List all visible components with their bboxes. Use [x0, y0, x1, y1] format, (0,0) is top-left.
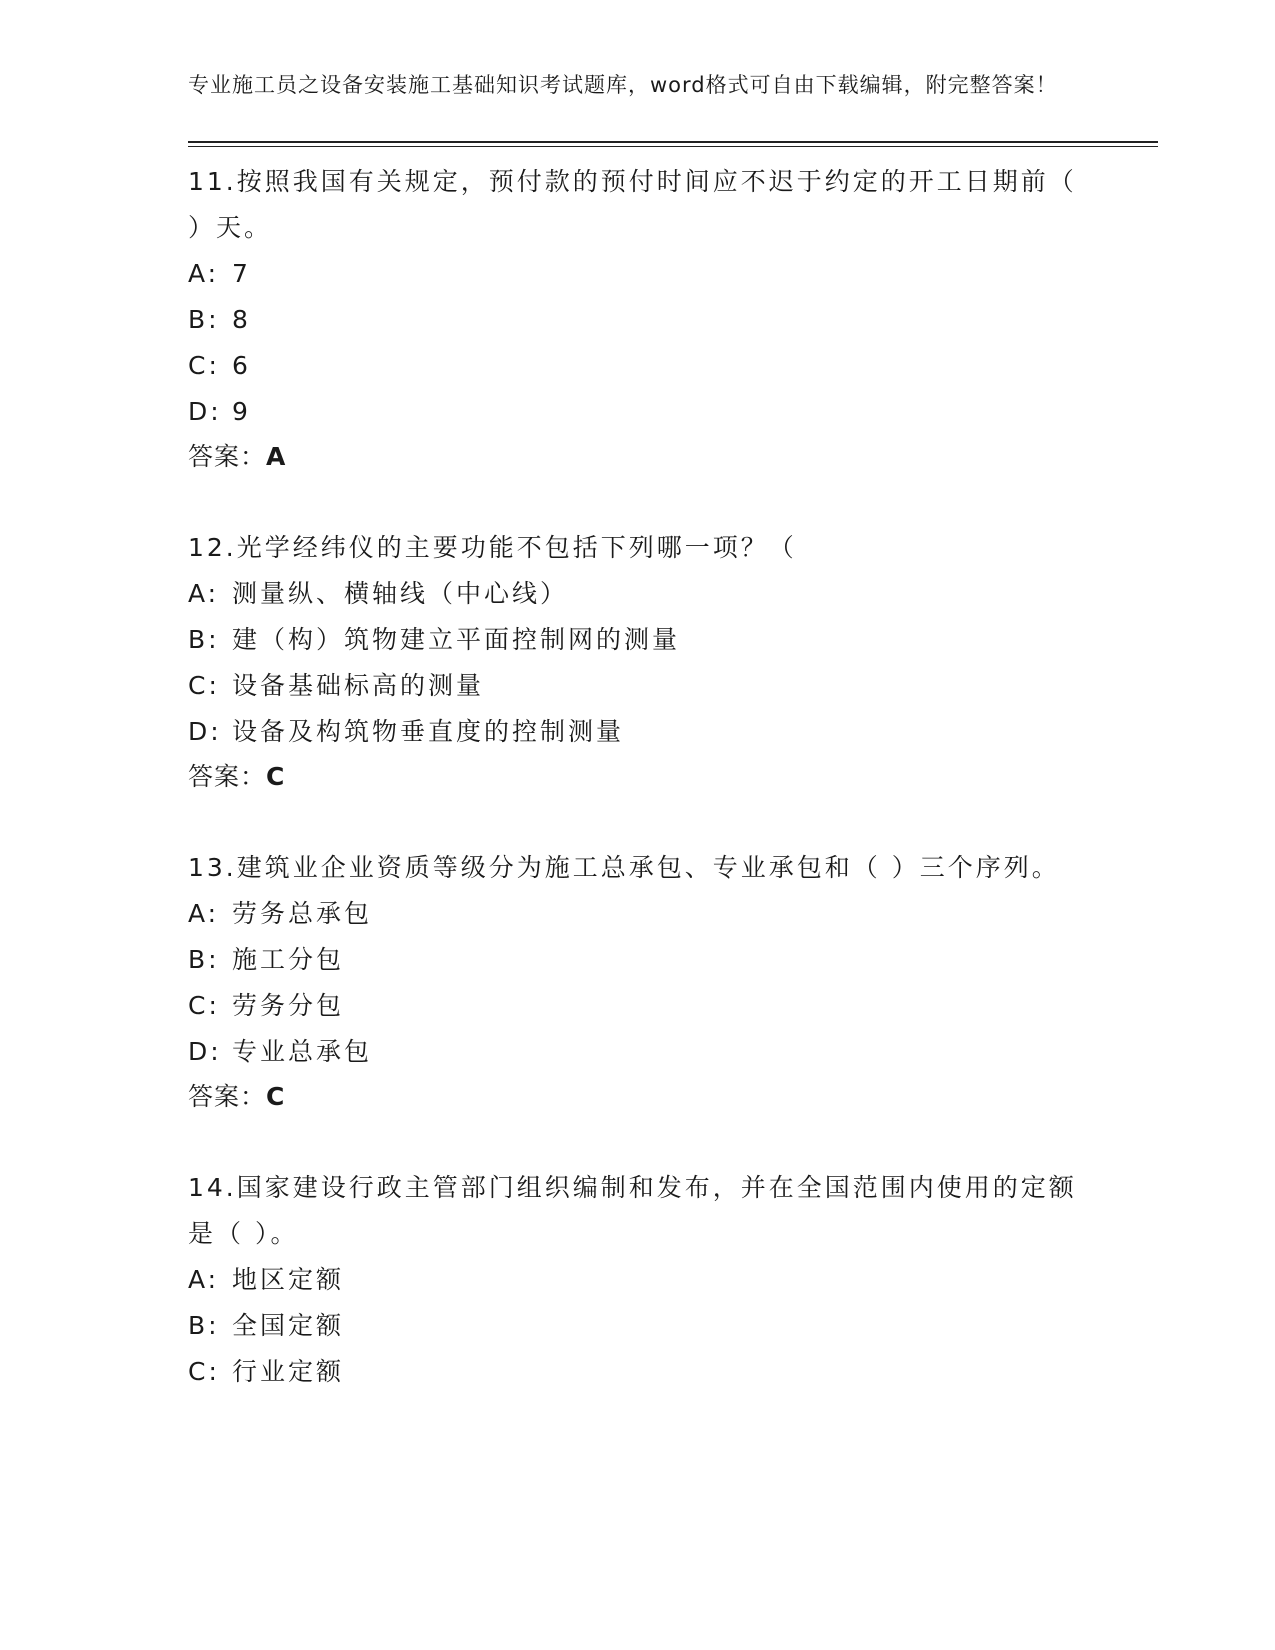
option-letter: A: [188, 1265, 220, 1294]
answer-option [188, 251, 1158, 297]
answer-line [188, 1075, 1158, 1119]
answer-option [188, 343, 1158, 389]
option-letter: B: [188, 1311, 220, 1340]
option-text: 专业总承包 [232, 1037, 373, 1066]
question-stem: 13.建筑业企业资质等级分为施工总承包、专业承包和（ ）三个序列。 [188, 853, 1060, 882]
answer-value: C [266, 1082, 286, 1111]
option-letter: B: [188, 305, 220, 334]
option-text: 7 [232, 259, 251, 288]
question-stem: 12.光学经纬仪的主要功能不包括下列哪一项？（ [188, 533, 797, 562]
question-stem: 14.国家建设行政主管部门组织编制和发布，并在全国范围内使用的定额是（ ）。 [188, 1173, 1077, 1248]
answer-option [188, 709, 1158, 755]
answer-value: A [266, 442, 287, 471]
answer-option [188, 1349, 1158, 1395]
option-text: 8 [232, 305, 251, 334]
option-text: 设备基础标高的测量 [232, 671, 485, 700]
option-letter: A: [188, 899, 220, 928]
answer-option [188, 297, 1158, 343]
option-letter: A: [188, 579, 220, 608]
option-text: 行业定额 [232, 1357, 345, 1386]
answer-option [188, 571, 1158, 617]
answer-value: C [266, 762, 286, 791]
option-letter: C: [188, 671, 220, 700]
answer-option [188, 1029, 1158, 1075]
option-letter: D: [188, 1037, 222, 1066]
answer-option [188, 1303, 1158, 1349]
question-stem: 11.按照我国有关规定，预付款的预付时间应不迟于约定的开工日期前（ ）天。 [188, 167, 1077, 242]
option-text: 测量纵、横轴线（中心线） [232, 579, 569, 608]
option-letter: D: [188, 397, 222, 426]
answer-option [188, 663, 1158, 709]
option-letter: A: [188, 259, 220, 288]
option-text: 9 [232, 397, 251, 426]
question-block [188, 525, 1158, 799]
answer-option [188, 389, 1158, 435]
question-block [188, 1165, 1158, 1395]
option-text: 劳务总承包 [232, 899, 373, 928]
option-text: 地区定额 [232, 1265, 345, 1294]
answer-label: 答案： [188, 762, 267, 791]
option-text: 建（构）筑物建立平面控制网的测量 [232, 625, 681, 654]
document-page [188, 70, 1158, 1395]
option-letter: B: [188, 945, 220, 974]
answer-option [188, 1257, 1158, 1303]
option-letter: C: [188, 991, 220, 1020]
question-block [188, 845, 1158, 1119]
answer-option [188, 983, 1158, 1029]
option-letter: C: [188, 351, 220, 380]
option-text: 劳务分包 [232, 991, 345, 1020]
answer-line [188, 755, 1158, 799]
option-letter: B: [188, 625, 220, 654]
option-text: 施工分包 [232, 945, 345, 974]
option-text: 6 [232, 351, 251, 380]
answer-option [188, 617, 1158, 663]
question-list [188, 159, 1158, 1395]
answer-option [188, 937, 1158, 983]
question-block [188, 159, 1158, 479]
answer-label: 答案： [188, 1082, 267, 1111]
answer-line [188, 435, 1158, 479]
answer-label: 答案： [188, 442, 267, 471]
document-header: 专业施工员之设备安装施工基础知识考试题库，word格式可自由下载编辑，附完整答案！ [188, 73, 1058, 97]
option-text: 设备及构筑物垂直度的控制测量 [232, 717, 625, 746]
option-text: 全国定额 [232, 1311, 345, 1340]
option-letter: D: [188, 717, 222, 746]
answer-option [188, 891, 1158, 937]
option-letter: C: [188, 1357, 220, 1386]
header-divider [188, 141, 1158, 147]
